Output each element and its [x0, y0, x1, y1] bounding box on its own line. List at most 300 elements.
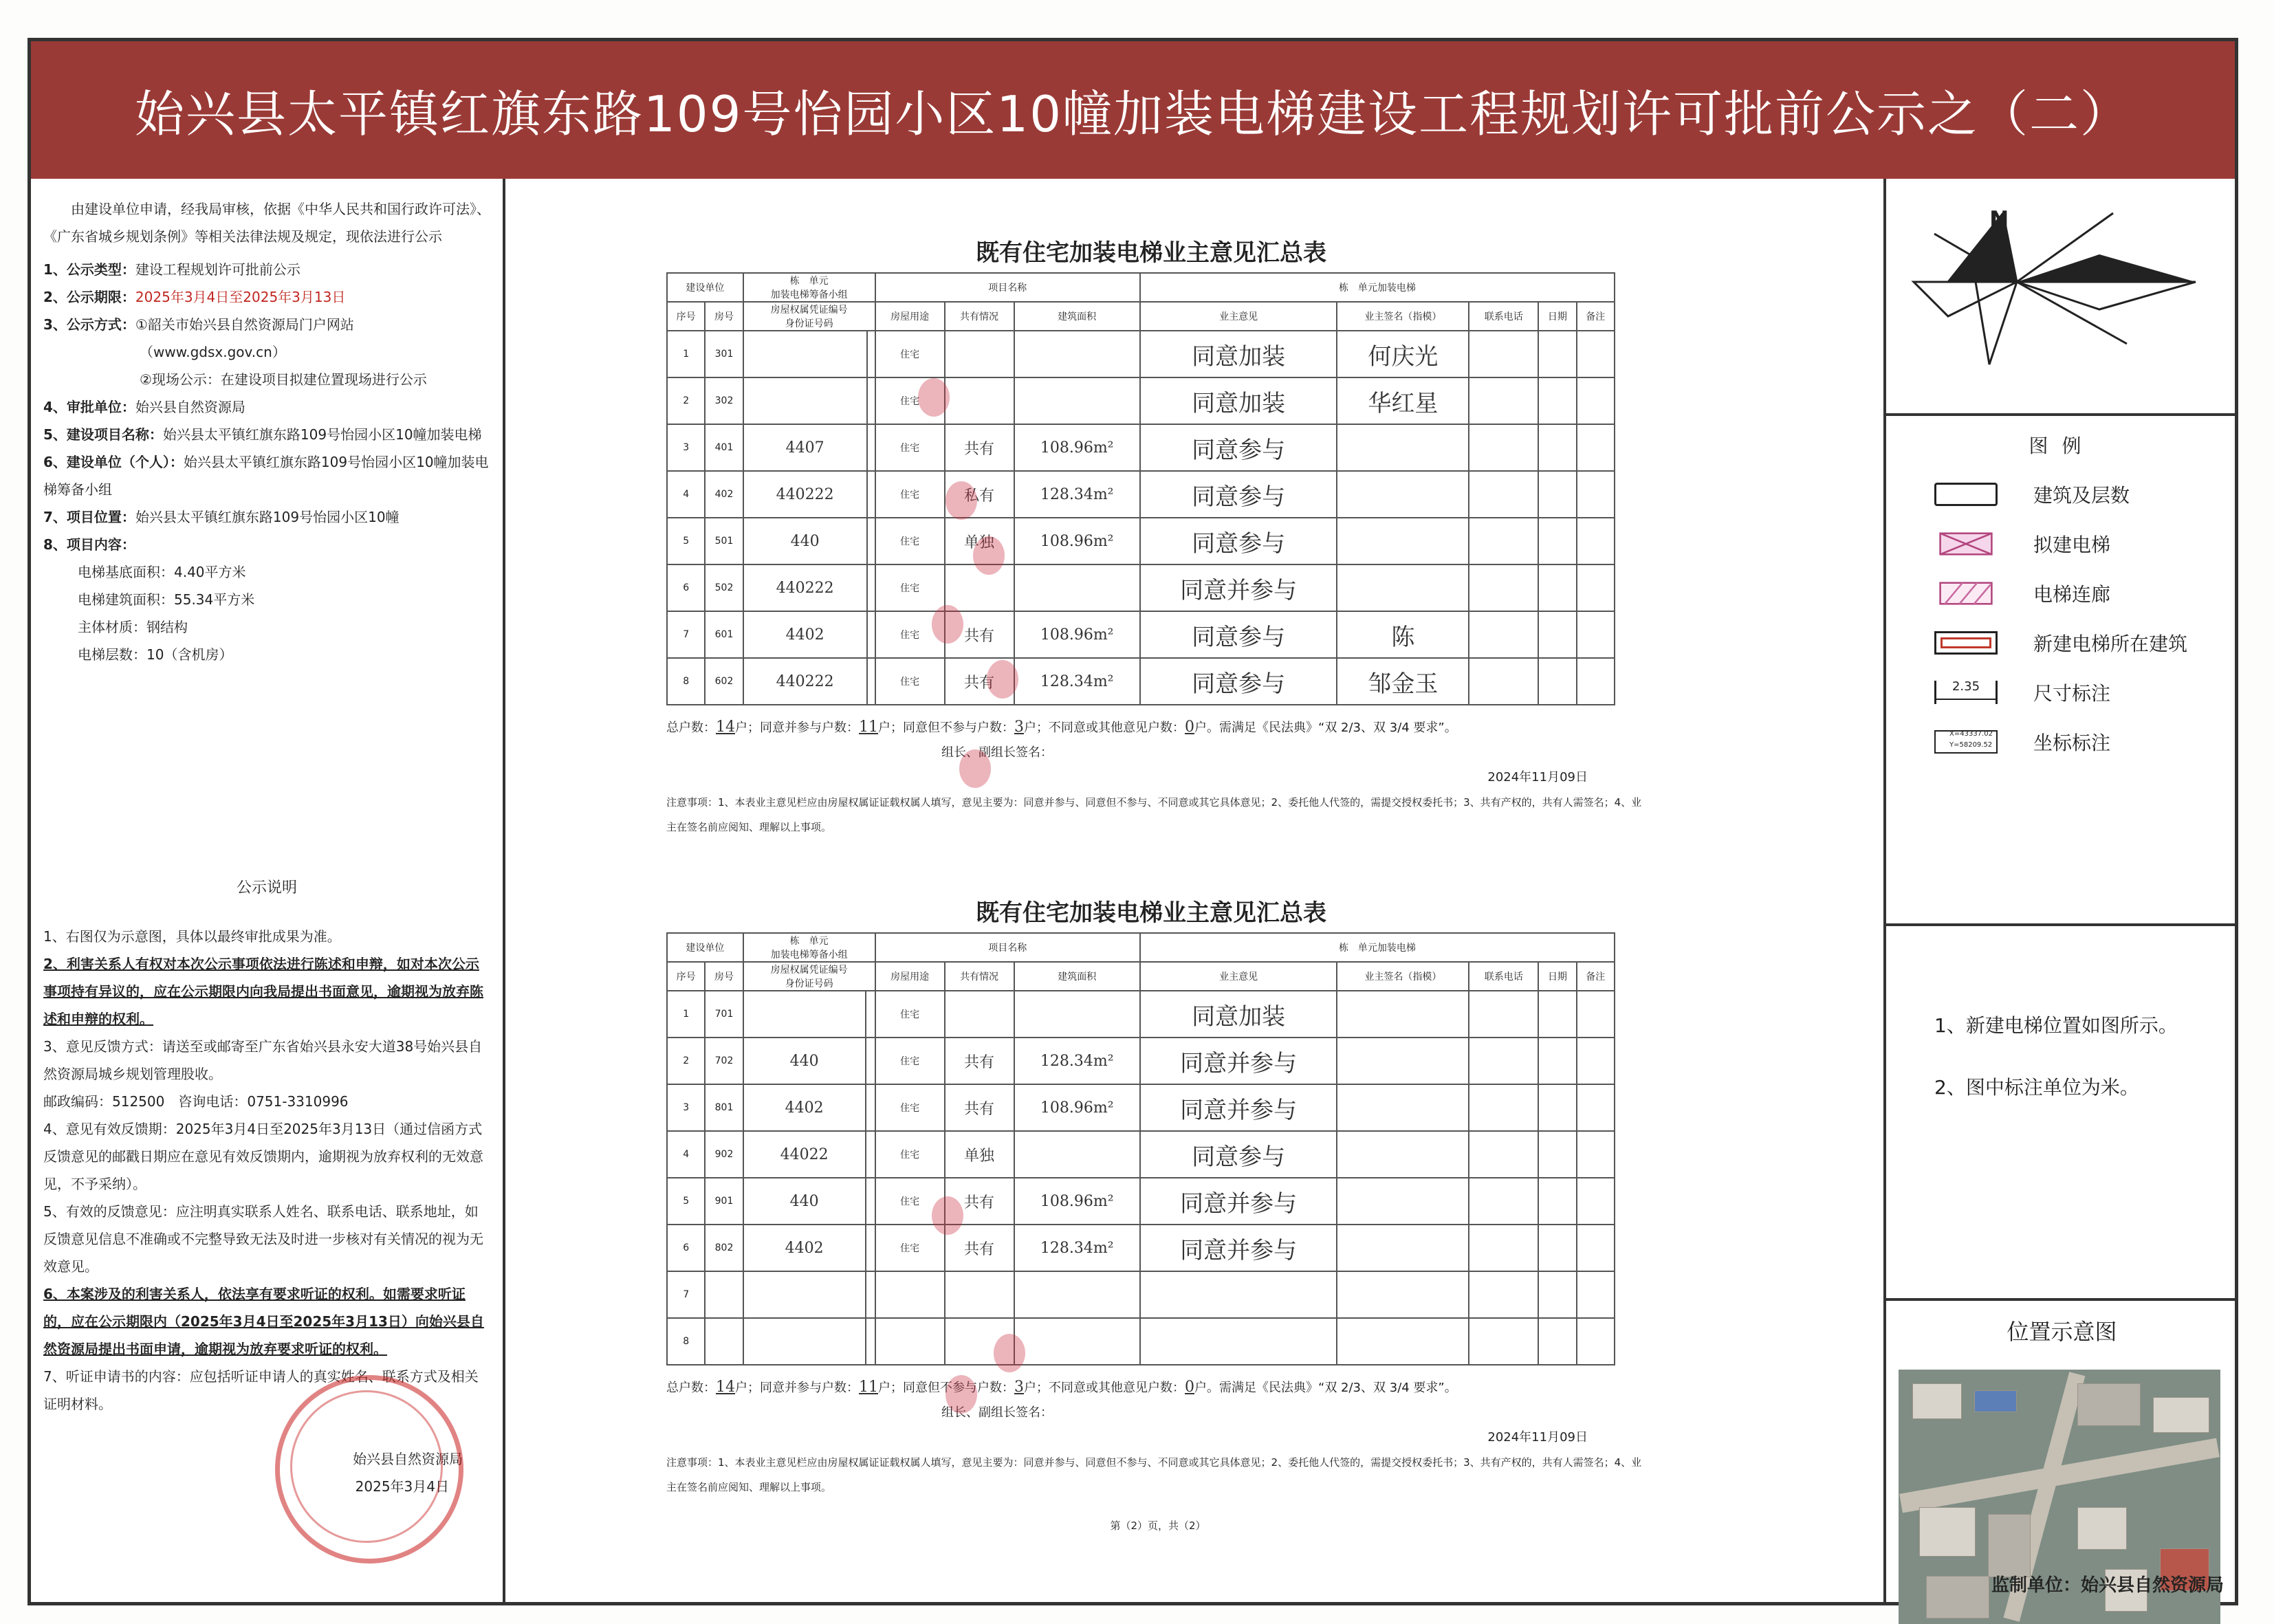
opinion-table-sheet-1: [653, 234, 1650, 840]
table-cell: [945, 1271, 1014, 1318]
table-cell: 108.96m²: [1014, 611, 1140, 658]
table-cell: 4402: [743, 611, 867, 658]
table-cell: [1538, 1318, 1576, 1365]
table-cell: [866, 1318, 875, 1365]
table-cell: 440222: [743, 471, 867, 518]
table-cell: [1577, 424, 1615, 471]
column-header: 房号: [705, 962, 743, 991]
info-item: 4、审批单位：始兴县自然资源局: [43, 399, 245, 415]
coord-sample-y: Y=58209.52: [1949, 741, 1993, 749]
table-cell: 128.34m²: [1014, 471, 1140, 518]
table-cell: [1469, 1038, 1538, 1084]
table-title: 既有住宅加装电梯业主意见汇总表: [976, 239, 1326, 267]
table-cell: [1538, 331, 1576, 377]
table-cell: [1538, 1131, 1576, 1178]
table-cell: [1538, 658, 1576, 705]
table-cell: 同意并参与: [1140, 1038, 1337, 1084]
table-cell: [1337, 1084, 1469, 1131]
table-cell: [945, 331, 1014, 377]
table-row: [667, 377, 1615, 424]
table-cell: 802: [705, 1225, 743, 1271]
north-label: N: [1989, 206, 2009, 234]
table-cell: [1337, 991, 1469, 1038]
table-cell: 108.96m²: [1014, 518, 1140, 564]
table-cell: 同意加装: [1140, 331, 1337, 377]
table-cell: [867, 564, 875, 611]
table-cell: [1538, 1178, 1576, 1225]
supervisor-label: 监制单位：始兴县自然资源局: [1991, 1575, 2224, 1596]
table-cell: 44022: [743, 1131, 866, 1178]
fingerprint-mark: [973, 536, 1005, 575]
table-row: [667, 611, 1615, 658]
table-cell: [1577, 991, 1615, 1038]
table-cell: 同意并参与: [1140, 1178, 1337, 1225]
column-header: 房屋权属凭证编号 身份证号码: [743, 962, 875, 991]
table-cell: [1337, 1318, 1469, 1365]
table-cell: [1538, 1271, 1576, 1318]
table-cell: [1469, 1318, 1538, 1365]
table-cell: [1337, 1131, 1469, 1178]
page-title: 始兴县太平镇红旗东路109号怡园小区10幢加装电梯建设工程规划许可批前公示之（二）: [134, 85, 2132, 143]
table-cell: 住宅: [875, 991, 945, 1038]
legend-label: 拟建电梯: [2033, 534, 2111, 556]
drawing-note: 2、图中标注单位为米。: [1934, 1076, 2139, 1099]
notice-notes: [43, 923, 490, 1418]
table-cell: [1469, 1084, 1538, 1131]
table-cell: [1538, 1038, 1576, 1084]
table-cell: 住宅: [875, 1038, 945, 1084]
legend-label: 建筑及层数: [2033, 484, 2130, 507]
table-cell: [1577, 471, 1615, 518]
table-cell: 私有: [945, 471, 1014, 518]
table-cell: 住宅: [875, 564, 945, 611]
table-cell: [1577, 377, 1615, 424]
table-cell: [867, 377, 875, 424]
table-cell: 住宅: [875, 1084, 945, 1131]
table-cell: 住宅: [875, 1131, 945, 1178]
table-cell: 701: [705, 991, 743, 1038]
table-cell: [1577, 658, 1615, 705]
table-cell: 同意参与: [1140, 471, 1337, 518]
table-cell: [743, 331, 867, 377]
table-date: 2024年11月09日: [1487, 1430, 1588, 1445]
table-cell: [1577, 518, 1615, 564]
info-item: 3、公示方式：①韶关市始兴县自然资源局门户网站: [43, 316, 354, 333]
note-item: 6、本案涉及的利害关系人，依法享有要求听证的权利。如需要求听证的，应在公示期限内（2025年3月4日至2025年3月13日）向始兴县自然资源局提出书面申请，逾期视为放弃要求听证的权利。: [43, 1286, 484, 1357]
table-cell: 住宅: [875, 518, 945, 564]
table-cell: 301: [705, 331, 743, 377]
info-item: 8、项目内容：: [43, 536, 135, 553]
table-cell: [1577, 1318, 1615, 1365]
table-cell: 2: [667, 377, 705, 424]
table-cell: 共有: [945, 1225, 1014, 1271]
table-cell: 5: [667, 1178, 705, 1225]
table-cell: [867, 518, 875, 564]
table-cell: 602: [705, 658, 743, 705]
table-row: [667, 1038, 1615, 1084]
table-row: [667, 1178, 1615, 1225]
info-item: （www.gdsx.gov.cn）: [140, 344, 286, 360]
content-item: 电梯层数：10（含机房）: [78, 646, 233, 663]
table-cell: 共有: [945, 1178, 1014, 1225]
table-cell: [1014, 377, 1140, 424]
header-cell: 建设单位: [667, 933, 743, 962]
table-cell: [1577, 1131, 1615, 1178]
table-cell: 902: [705, 1131, 743, 1178]
table-cell: [1014, 331, 1140, 377]
table-cell: [1469, 564, 1538, 611]
table-cell: 共有: [945, 1038, 1014, 1084]
table-cell: [1014, 1271, 1140, 1318]
table-cell: [705, 1271, 743, 1318]
table-cell: 3: [667, 424, 705, 471]
table-cell: 同意加装: [1140, 991, 1337, 1038]
header-cell: 栋 单元 加装电梯筹备小组: [743, 273, 875, 302]
table-cell: [1337, 1271, 1469, 1318]
legend-item: [1886, 717, 2238, 767]
table-cell: 同意并参与: [1140, 564, 1337, 611]
note-item: 4、意见有效反馈期：2025年3月4日至2025年3月13日（通过信函方式反馈意见的邮戳日期应在意见有效反馈期内，逾期视为放弃权利的无效意见，不予采纳）。: [43, 1121, 483, 1192]
header-cell: 栋 单元 加装电梯筹备小组: [743, 933, 875, 962]
table-row: [667, 1084, 1615, 1131]
fingerprint-mark: [959, 749, 991, 788]
table-cell: 共有: [945, 424, 1014, 471]
table-cell: [867, 471, 875, 518]
legend-title: 图例: [2029, 435, 2095, 457]
column-header: 备注: [1577, 302, 1615, 331]
table-cell: [1469, 471, 1538, 518]
table-cell: 8: [667, 1318, 705, 1365]
table-cell: 住宅: [875, 611, 945, 658]
table-cell: [1538, 611, 1576, 658]
legend-list: [1886, 470, 2238, 767]
info-list: [43, 256, 490, 668]
header-cell: 建设单位: [667, 273, 743, 302]
table-cell: 502: [705, 564, 743, 611]
table-cell: [1469, 1271, 1538, 1318]
table-cell: [1337, 424, 1469, 471]
legend-item: [1886, 618, 2238, 668]
table-cell: 住宅: [875, 1178, 945, 1225]
table-cell: [743, 991, 866, 1038]
table-cell: [1577, 1271, 1615, 1318]
scanned-sheets: [508, 179, 1883, 1602]
table-cell: [1469, 658, 1538, 705]
info-item: 1、公示类型：建设工程规划许可批前公示: [43, 261, 300, 278]
table-cell: [1014, 1131, 1140, 1178]
dimension-swatch-icon: [1934, 681, 1998, 704]
table-cell: 401: [705, 424, 743, 471]
table-cell: 3: [667, 1084, 705, 1131]
header-cell: 项目名称: [875, 273, 1140, 302]
table-cell: 440: [743, 1178, 866, 1225]
table-row: [667, 1131, 1615, 1178]
legend-label: 电梯连廊: [2033, 583, 2111, 606]
table-cell: [1577, 1038, 1615, 1084]
table-cell: 同意参与: [1140, 424, 1337, 471]
table-cell: 单独: [945, 518, 1014, 564]
table-cell: 601: [705, 611, 743, 658]
drawing-info-column: [1883, 179, 2238, 1602]
column-header: 建筑面积: [1014, 962, 1140, 991]
table-cell: [1538, 991, 1576, 1038]
info-item: 5、建设项目名称：始兴县太平镇红旗东路109号怡园小区10幢加装电梯: [43, 426, 482, 443]
location-map-box: [1886, 1301, 2238, 1617]
target-building-swatch-icon: [1934, 631, 1998, 655]
table-cell: 同意加装: [1140, 377, 1337, 424]
column-header: 共有情况: [945, 962, 1014, 991]
column-header: 房屋用途: [875, 962, 945, 991]
table-cell: 440: [743, 518, 867, 564]
table-cell: [945, 564, 1014, 611]
column-header: 房屋权属凭证编号 身份证号码: [743, 302, 875, 331]
table-cell: [743, 1318, 866, 1365]
table-cell: 702: [705, 1038, 743, 1084]
table-cell: 同意参与: [1140, 1131, 1337, 1178]
table-row: [667, 1271, 1615, 1318]
table-cell: [1140, 1271, 1337, 1318]
table-cell: [867, 424, 875, 471]
table-cell: 同意并参与: [1140, 1225, 1337, 1271]
table-cell: 同意参与: [1140, 658, 1337, 705]
note-item: 1、右图仅为示意图，具体以最终审批成果为准。: [43, 928, 341, 945]
table-cell: 7: [667, 611, 705, 658]
table-cell: [1538, 1084, 1576, 1131]
fingerprint-mark: [987, 660, 1018, 699]
table-cell: [1469, 424, 1538, 471]
note-item: 2、利害关系人有权对本次公示事项依法进行陈述和申辩，如对本次公示事项持有异议的，应在公示期限内向我局提出书面意见，逾期视为放弃陈述和申辩的权利。: [43, 956, 483, 1027]
table-cell: 440222: [743, 564, 867, 611]
table-cell: 108.96m²: [1014, 1084, 1140, 1131]
location-title: 位置示意图: [2007, 1319, 2117, 1345]
column-header: 业主签名（指模）: [1337, 962, 1469, 991]
coordinate-swatch-icon: [1934, 730, 1998, 754]
table-cell: 7: [667, 1271, 705, 1318]
totals-line: 总户数：14户；同意并参与户数：11户；同意但不参与户数：3户；不同意或其他意见户数：0户。需满足《民法典》“双 2/3、双 3/4 要求”。: [666, 718, 1457, 736]
note-item: 3、意见反馈方式：请送至或邮寄至广东省始兴县永安大道38号始兴县自然资源局城乡规划管理股收。: [43, 1038, 483, 1082]
issue-date: 2025年3月4日: [355, 1478, 449, 1495]
table-notes: 注意事项：1、本表业主意见栏应由房屋权属证证载权属人填写，意见主要为：同意并参与、同意但不参与、不同意或其它具体意见；2、委托他人代签的，需提交授权委托书；3、共有产权的，共有人需签名；4、业主在签名前应阅知、理解以上事项。: [666, 796, 1642, 833]
info-item: 7、项目位置：始兴县太平镇红旗东路109号怡园小区10幢: [43, 509, 400, 525]
table-cell: [866, 1084, 875, 1131]
table-cell: [1538, 377, 1576, 424]
column-header: 房号: [705, 302, 743, 331]
page-number: 第（2）页，共（2）: [1110, 1519, 1206, 1532]
table-cell: 501: [705, 518, 743, 564]
table-cell: [1337, 1038, 1469, 1084]
table-cell: 302: [705, 377, 743, 424]
column-header: 房屋用途: [875, 302, 945, 331]
table-cell: 4: [667, 471, 705, 518]
table-cell: 1: [667, 991, 705, 1038]
column-header: 备注: [1577, 962, 1615, 991]
notice-frame: [28, 38, 2238, 1605]
column-header: 序号: [667, 302, 705, 331]
info-item: 6、建设单位（个人）：始兴县太平镇红旗东路109号怡园小区10幢加装电梯筹备小组: [43, 454, 489, 498]
table-cell: [867, 611, 875, 658]
legend-label: 坐标标注: [2033, 732, 2111, 754]
table-cell: [866, 1178, 875, 1225]
content-item: 主体材质：钢结构: [78, 619, 188, 635]
table-cell: [945, 377, 1014, 424]
column-header: 日期: [1538, 302, 1576, 331]
table-cell: 何庆光: [1337, 331, 1469, 377]
signers-line: 组长、副组长签名：: [941, 745, 1053, 760]
table-cell: [1337, 1178, 1469, 1225]
table-row: [667, 331, 1615, 377]
fingerprint-mark: [918, 378, 950, 417]
table-cell: 4407: [743, 424, 867, 471]
fingerprint-mark: [932, 605, 963, 644]
table-cell: 住宅: [875, 424, 945, 471]
table-cell: [875, 1271, 945, 1318]
table-cell: 8: [667, 658, 705, 705]
note-item: 邮政编码：512500 咨询电话：0751-3310996: [43, 1093, 349, 1110]
table-date: 2024年11月09日: [1487, 770, 1588, 784]
fingerprint-mark: [945, 481, 977, 520]
header-cell: 项目名称: [875, 933, 1140, 962]
table-cell: 6: [667, 564, 705, 611]
table-cell: 住宅: [875, 377, 945, 424]
column-header: 共有情况: [945, 302, 1014, 331]
fingerprint-mark: [945, 1375, 977, 1414]
table-cell: 住宅: [875, 658, 945, 705]
column-header: 业主意见: [1140, 302, 1337, 331]
header-cell: 栋 单元加装电梯: [1140, 933, 1615, 962]
table-row: [667, 424, 1615, 471]
table-cell: [1014, 564, 1140, 611]
north-arrow-box: [1886, 179, 2238, 416]
table-cell: 邹金玉: [1337, 658, 1469, 705]
table-cell: 108.96m²: [1014, 424, 1140, 471]
table-cell: 住宅: [875, 331, 945, 377]
table-cell: [1469, 331, 1538, 377]
column-header: 联系电话: [1469, 962, 1538, 991]
info-item: ②现场公示：在建设项目拟建位置现场进行公示: [140, 371, 427, 388]
column-header: 日期: [1538, 962, 1576, 991]
table-cell: [867, 658, 875, 705]
column-header: 联系电话: [1469, 302, 1538, 331]
table-cell: [1577, 1225, 1615, 1271]
table-cell: [705, 1318, 743, 1365]
table-cell: 402: [705, 471, 743, 518]
table-cell: 共有: [945, 611, 1014, 658]
table-cell: [1337, 471, 1469, 518]
table-cell: [1469, 1225, 1538, 1271]
table-row: [667, 471, 1615, 518]
table-cell: 共有: [945, 658, 1014, 705]
table-cell: 4: [667, 1131, 705, 1178]
table-cell: [1469, 991, 1538, 1038]
table-cell: [1469, 1178, 1538, 1225]
table-cell: 共有: [945, 1084, 1014, 1131]
table-cell: 同意并参与: [1140, 1084, 1337, 1131]
table-cell: [1337, 1225, 1469, 1271]
fingerprint-mark: [932, 1196, 963, 1235]
table-cell: 4402: [743, 1084, 866, 1131]
table-cell: 128.34m²: [1014, 1225, 1140, 1271]
title-banner: [31, 41, 2235, 179]
table-cell: 4402: [743, 1225, 866, 1271]
table-cell: 华红星: [1337, 377, 1469, 424]
table-cell: 陈: [1337, 611, 1469, 658]
table-cell: [1337, 518, 1469, 564]
table-cell: [1469, 377, 1538, 424]
table-cell: [1538, 564, 1576, 611]
column-header: 序号: [667, 962, 705, 991]
opinion-table-sheet-2: [653, 894, 1650, 1538]
legend-item: [1886, 470, 2238, 519]
legend-item: [1886, 668, 2238, 717]
table-cell: [866, 1271, 875, 1318]
table-row: [667, 564, 1615, 611]
table-cell: [1538, 518, 1576, 564]
table-row: [667, 658, 1615, 705]
info-item: 2、公示期限：2025年3月4日至2025年3月13日: [43, 289, 346, 305]
table-cell: 128.34m²: [1014, 658, 1140, 705]
legend-box: [1886, 431, 2238, 926]
table-cell: [1538, 1225, 1576, 1271]
table-cell: [1577, 564, 1615, 611]
table-row: [667, 991, 1615, 1038]
table-cell: [743, 1271, 866, 1318]
table-cell: 住宅: [875, 1225, 945, 1271]
column-header: 业主意见: [1140, 962, 1337, 991]
header-cell: 栋 单元加装电梯: [1140, 273, 1615, 302]
drawing-note: 1、新建电梯位置如图所示。: [1934, 1014, 2178, 1037]
note-item: 5、有效的反馈意见：应注明真实联系人姓名、联系电话、联系地址，如反馈意见信息不准确或不完整导致无法及时进一步核对有关情况的视为无效意见。: [43, 1203, 483, 1275]
dimension-sample: 2.35: [1952, 679, 1980, 694]
north-arrow-icon: [1907, 206, 2209, 378]
elevator-swatch-icon: [1934, 532, 1998, 556]
table-cell: [945, 991, 1014, 1038]
column-header: 业主签名（指模）: [1337, 302, 1469, 331]
opinion-table: [666, 272, 1615, 705]
table-cell: [743, 377, 867, 424]
table-cell: [866, 1225, 875, 1271]
table-cell: [1538, 471, 1576, 518]
legend-item: [1886, 569, 2238, 618]
table-cell: 1: [667, 331, 705, 377]
table-cell: [866, 1131, 875, 1178]
notice-section-title: 公示说明: [236, 879, 297, 897]
table-cell: 6: [667, 1225, 705, 1271]
issuer: 始兴县自然资源局: [353, 1451, 463, 1467]
official-seal: [275, 1375, 463, 1563]
table-cell: [1577, 1178, 1615, 1225]
table-cell: [875, 1318, 945, 1365]
legend-label: 尺寸标注: [2033, 682, 2111, 705]
table-row: [667, 518, 1615, 564]
table-cell: 128.34m²: [1014, 1038, 1140, 1084]
table-cell: [867, 331, 875, 377]
table-cell: 440: [743, 1038, 866, 1084]
table-notes: 注意事项：1、本表业主意见栏应由房屋权属证证载权属人填写，意见主要为：同意并参与、同意但不参与、不同意或其它具体意见；2、委托他人代签的，需提交授权委托书；3、共有产权的，共有人需签名；4、业主在签名前应阅知、理解以上事项。: [666, 1456, 1642, 1493]
table-cell: 901: [705, 1178, 743, 1225]
drawing-notes: [1886, 926, 2238, 1301]
table-cell: 住宅: [875, 471, 945, 518]
table-cell: [1014, 1318, 1140, 1365]
table-cell: [1577, 331, 1615, 377]
table-cell: [1538, 424, 1576, 471]
table-cell: 同意参与: [1140, 518, 1337, 564]
legend-label: 新建电梯所在建筑: [2033, 633, 2188, 655]
table-row: [667, 1318, 1615, 1365]
table-cell: [1140, 1318, 1337, 1365]
signers-line: 组长、副组长签名：: [941, 1405, 1053, 1420]
intro-text: 由建设单位申请，经我局审核，依据《中华人民共和国行政许可法》、《广东省城乡规划条例》等相关法律法规及规定，现依法进行公示: [43, 201, 490, 245]
table-cell: 同意参与: [1140, 611, 1337, 658]
